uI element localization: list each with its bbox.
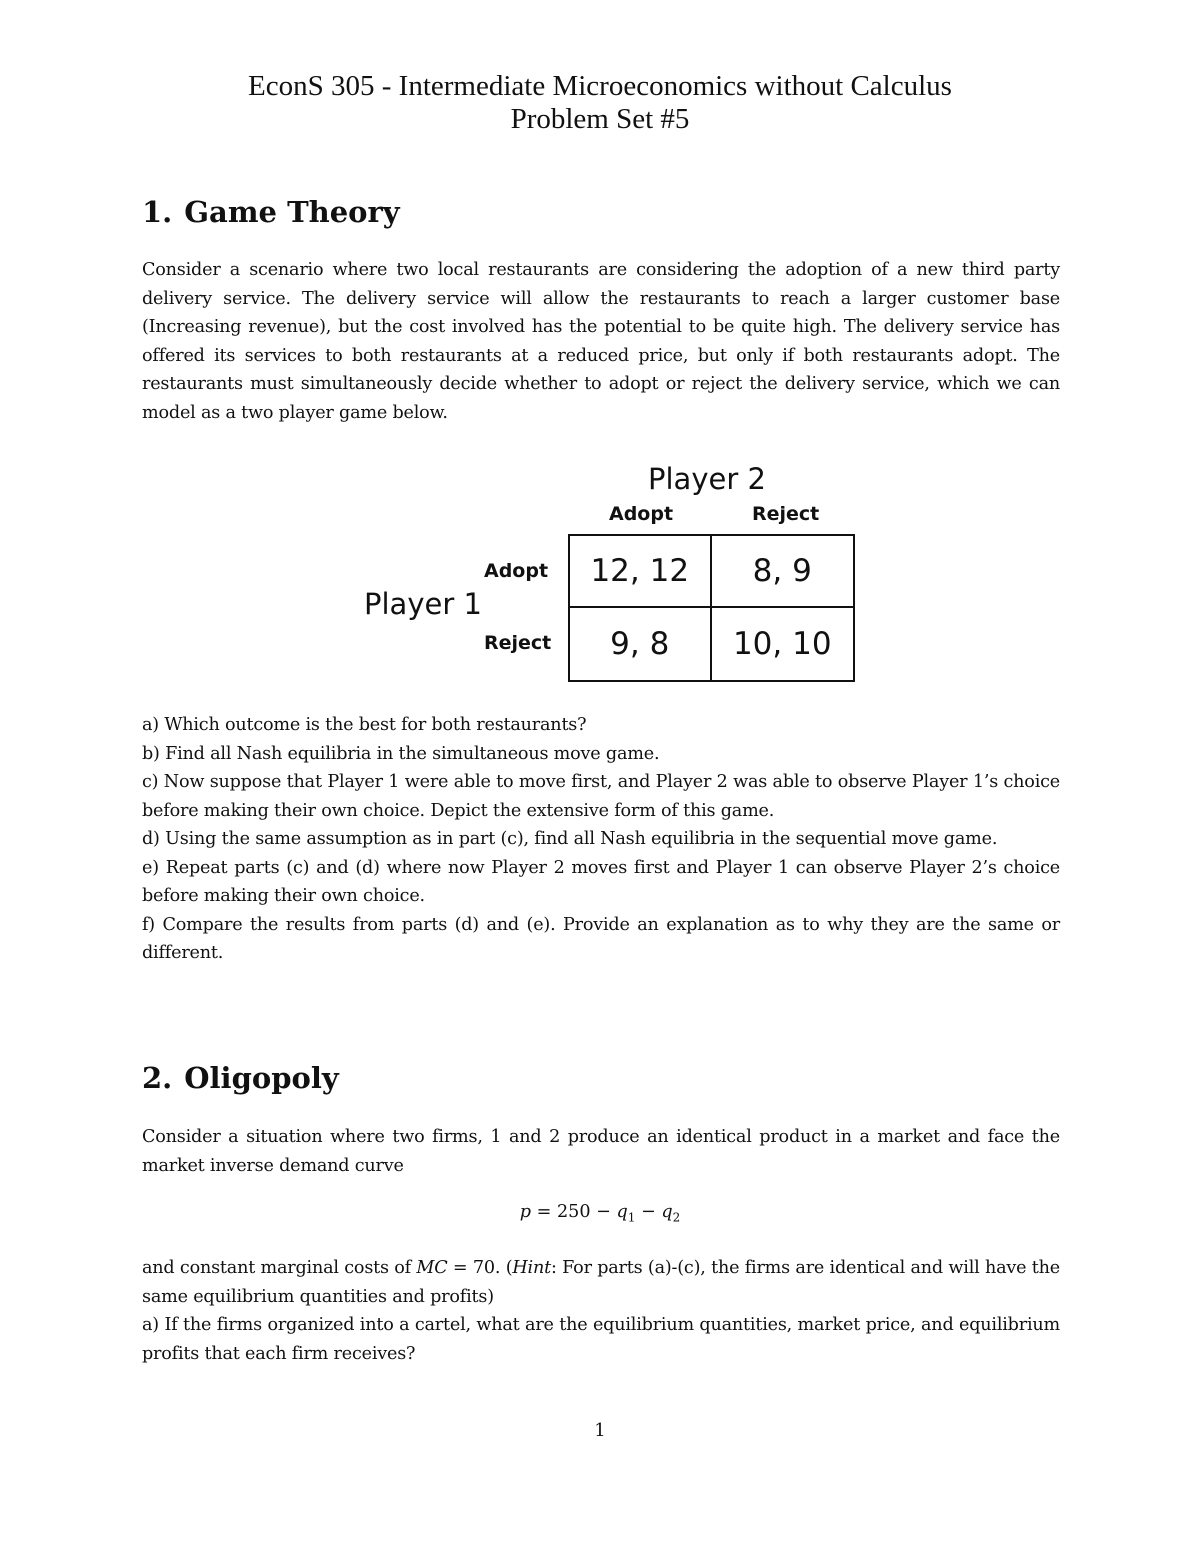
row-label-reject: Reject (484, 632, 552, 654)
section-number: 2. (142, 1061, 173, 1095)
page-number: 1 (594, 1420, 606, 1441)
section-heading-oligopoly (142, 1061, 339, 1095)
oligopoly-question-a: a) If the firms organized into a cartel, what are the equilibrium quantities, market price, and equilibrium profits that each firm receives? (142, 1315, 1060, 1364)
game-theory-questions (142, 711, 1060, 968)
question-a: a) Which outcome is the best for both restaurants? (142, 715, 587, 735)
player2-label: Player 2 (648, 462, 766, 496)
section-title: Oligopoly (184, 1061, 339, 1095)
equation-q2: q (661, 1202, 673, 1222)
payoff-cell-reject-reject: 10, 10 (732, 626, 832, 662)
game-theory-intro (142, 256, 1060, 427)
question-d: d) Using the same assumption as in part (c), find all Nash equilibria in the sequential move game. (142, 829, 998, 849)
mc-value: = 70. ( (447, 1258, 513, 1278)
player1-label: Player 1 (364, 587, 482, 621)
column-label-adopt: Adopt (609, 503, 674, 525)
oligopoly-intro (142, 1123, 1060, 1180)
question-e: e) Repeat parts (c) and (d) where now Player 2 moves first and Player 1 can observe Player 2’s choice before making their own choice. (142, 857, 1060, 906)
equation-q1: q (616, 1202, 628, 1222)
section-heading-game-theory (142, 195, 400, 229)
inverse-demand-equation (0, 1202, 1200, 1225)
payoff-cell-adopt-reject: 8, 9 (712, 536, 854, 608)
hint-label: Hint (512, 1258, 551, 1278)
marginal-cost-paragraph (142, 1254, 1060, 1311)
section-number: 1. (142, 195, 173, 229)
row-label-adopt: Adopt (484, 560, 549, 582)
problem-set-title: Problem Set #5 (510, 103, 690, 135)
mc-symbol: MC (416, 1258, 448, 1278)
payoff-matrix (568, 534, 855, 682)
column-label-reject: Reject (752, 503, 820, 525)
question-c: c) Now suppose that Player 1 were able to move first, and Player 2 was able to observe Player 1’s choice before making their own choice. Depict the extensive form of this game. (142, 772, 1060, 821)
question-f: f) Compare the results from parts (d) and (e). Provide an explanation as to why they are the same or different. (142, 914, 1060, 963)
payoff-cell-adopt-adopt: 12, 12 (570, 536, 712, 608)
mc-text-before: and constant marginal costs of (142, 1258, 417, 1278)
hint-text: : For parts (a)-(c), the firms are identical and will have the same equilibrium quantities and profits) (142, 1258, 1060, 1307)
equation-q2-subscript: 2 (672, 1210, 681, 1225)
document-title (0, 70, 1200, 136)
equation-minus: − (635, 1202, 662, 1222)
intro-paragraph: Consider a situation where two firms, 1 and 2 produce an identical product in a market and face the market inverse demand curve (142, 1127, 1060, 1176)
section-title: Game Theory (184, 195, 400, 229)
intro-paragraph: Consider a scenario where two local restaurants are considering the adoption of a new third party delivery service. The delivery service will allow the restaurants to reach a larger customer base (Increasing revenue), but the cost involved has the potential to be quite high. The delivery service has offered its services to both restaurants at a reduced price, but only if both restaurants adopt. The restaurants must simultaneously decide whether to adopt or reject the delivery service, which we can model as a two player game below. (142, 260, 1060, 423)
question-b: b) Find all Nash equilibria in the simultaneous move game. (142, 743, 660, 764)
equation-price: p (519, 1202, 532, 1222)
equation-q1-subscript: 1 (627, 1210, 636, 1225)
equation-constant: = 250 − (531, 1202, 617, 1222)
oligopoly-body (142, 1254, 1060, 1368)
course-title: EconS 305 - Intermediate Microeconomics without Calculus (248, 70, 952, 102)
payoff-cell-reject-adopt: 9, 8 (570, 608, 712, 680)
